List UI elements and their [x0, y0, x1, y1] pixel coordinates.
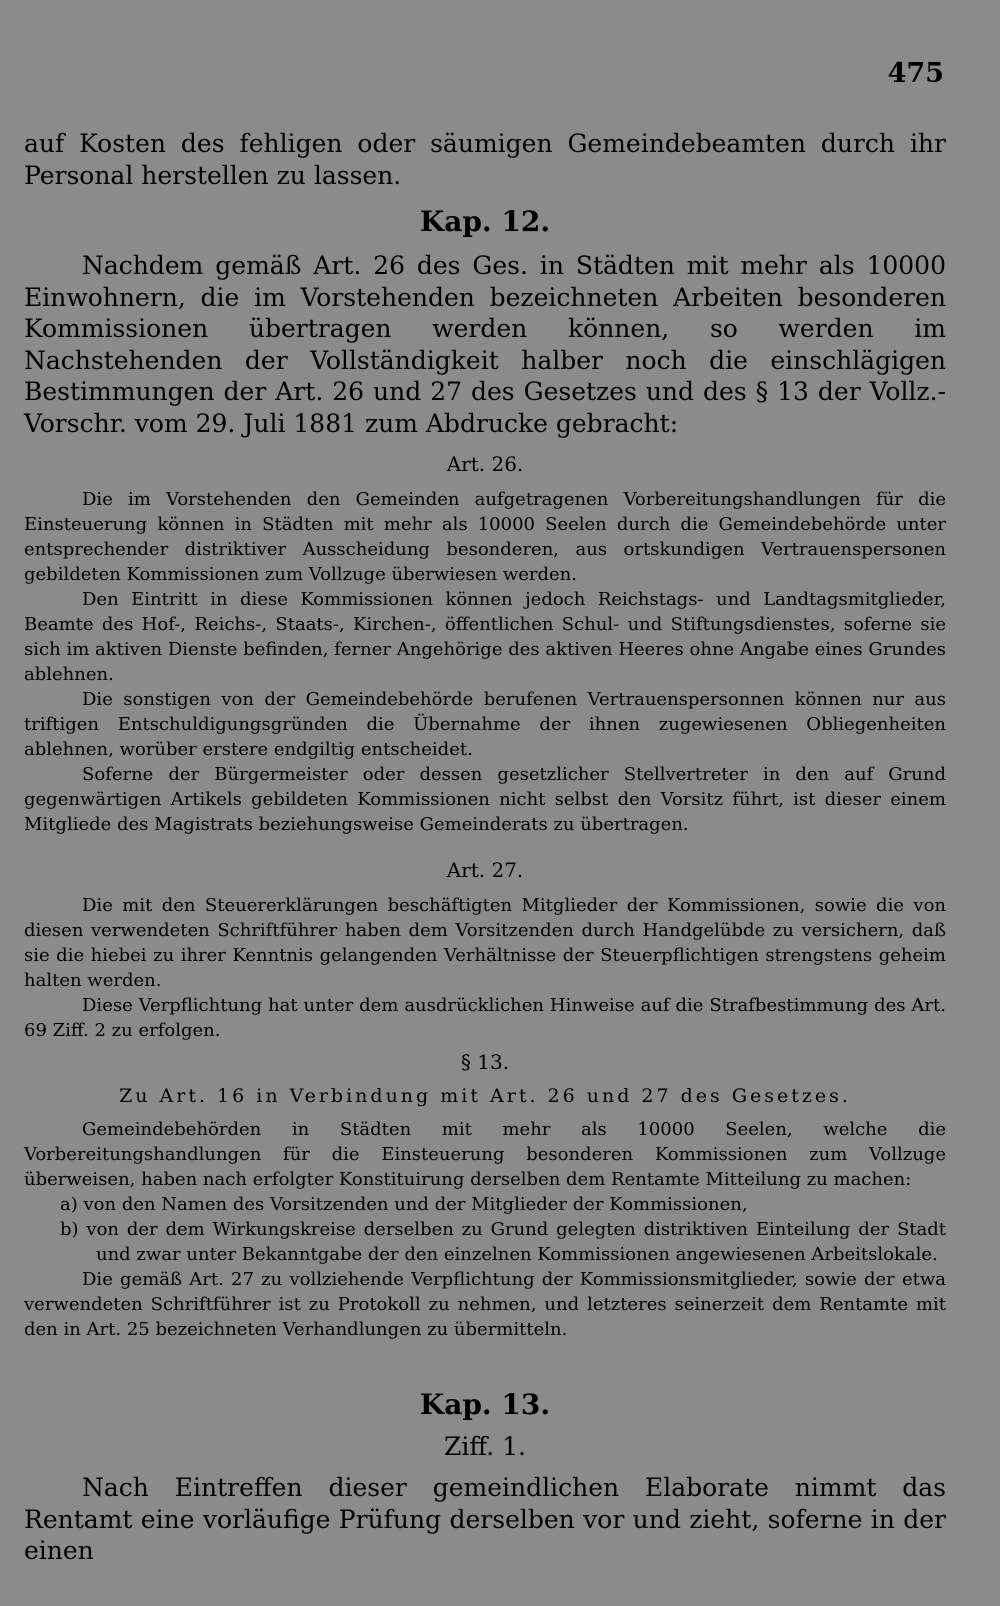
list-item	[24, 1192, 946, 1217]
paragraph-13-body	[24, 1117, 946, 1342]
list-item-marker: b)	[60, 1219, 79, 1240]
art-26-body	[24, 487, 946, 837]
list-item-text: von den Namen des Vorsitzenden und der Mitglieder der Kommissionen,	[83, 1194, 748, 1215]
paragraph-13-heading: § 13.	[460, 1050, 510, 1074]
chapter-12-intro-block	[24, 250, 946, 439]
chapter-12-intro: Nachdem gemäß Art. 26 des Ges. in Städten mit mehr als 10000 Einwohnern, die im Vorstehenden bezeichneten Arbeiten besonderen Kommissionen übertragen werden können, so werden im Nachstehenden der Vollständigkeit halber noch die einschlägigen Bestimmungen der Art. 26 und 27 des Gesetzes und des § 13 der Vollz.-Vorschr. vom 29. Juli 1881 zum Abdrucke gebracht:	[24, 251, 946, 438]
art-26-heading-block	[24, 452, 946, 476]
chapter-13-text: Nach Eintreffen dieser gemeindlichen Elaborate nimmt das Rentamt eine vorläufige Prüfung derselben vor und zieht, soferne in der einen	[24, 1473, 946, 1565]
art-27-paragraph-1: Die mit den Steuererklärungen beschäftigten Mitglieder der Kommissionen, sowie die von diesen verwendeten Schriftführer haben dem Vorsitzenden durch Handgelübde zu versichern, daß sie die hiebei zu ihrer Kenntnis gelangenden Verhältnisse der Steuerpflichtigen strengstens geheim halten werden.	[24, 895, 946, 991]
page-number: 475	[887, 58, 944, 89]
chapter-13-subheading: Ziff. 1.	[444, 1432, 526, 1461]
art-27-heading-block	[24, 858, 946, 882]
top-paragraph: auf Kosten des fehligen oder säumigen Gemeindebeamten durch ihr Personal herstellen zu lassen.	[24, 129, 946, 190]
art-27-paragraph-2: Diese Verpflichtung hat unter dem ausdrücklichen Hinweise auf die Strafbestimmung des Art. 69 Ziff. 2 zu erfolgen.	[24, 995, 946, 1041]
art-26-heading: Art. 26.	[446, 452, 524, 476]
art-27-body	[24, 893, 946, 1043]
chapter-12-heading: Kap. 12.	[419, 205, 551, 238]
list-item	[24, 1217, 946, 1267]
paragraph-13-heading-block	[24, 1050, 946, 1074]
chapter-13-heading: Kap. 13.	[419, 1388, 551, 1421]
chapter-13-subheading-block	[24, 1432, 946, 1461]
art-26-paragraph-2: Den Eintritt in diese Kommissionen können jedoch Reichstags- und Landtagsmitglieder, Beamte des Hof-, Reichs-, Staats-, Kirchen-, öffentlichen Schul- und Stiftungsdienstes, soferne sie sich im aktiven Dienste befinden, ferner Angehörige des aktiven Heeres ohne Angabe eines Grundes ablehnen.	[24, 589, 946, 685]
art-27-heading: Art. 27.	[446, 858, 524, 882]
art-26-paragraph-3: Die sonstigen von der Gemeindebehörde berufenen Vertrauenspersonnen können nur aus triftigen Entschuldigungsgründen die Übernahme der ihnen zugewiesenen Obliegenheiten ablehnen, worüber erstere endgiltig entscheidet.	[24, 689, 946, 760]
chapter-13-text-block	[24, 1472, 946, 1567]
list-item-text: von der dem Wirkungskreise derselben zu Grund gelegten distriktiven Einteilung der Stadt und zwar unter Bekanntgabe der den einzelnen Kommissionen angewiesenen Arbeitslokale.	[86, 1219, 946, 1265]
art-26-paragraph-1: Die im Vorstehenden den Gemeinden aufgetragenen Vorbereitungshandlungen für die Einsteuerung können in Städten mit mehr als 10000 Seelen durch die Gemeindebehörde unter entsprechender distriktiver Ausscheidung besonderen, aus ortskundigen Vertrauenspersonen gebildeten Kommissionen zum Vollzuge überwiesen werden.	[24, 489, 946, 585]
art-26-paragraph-4: Soferne der Bürgermeister oder dessen gesetzlicher Stellvertreter in den auf Grund gegenwärtigen Artikels gebildeten Kommissionen nicht selbst den Vorsitz führt, ist dieser einem Mitgliede des Magistrats beziehungsweise Gemeinderats zu übertragen.	[24, 764, 946, 835]
paragraph-13-closing: Die gemäß Art. 27 zu vollziehende Verpflichtung der Kommissionsmitglieder, sowie der etwa verwendeten Schriftführer ist zu Protokoll zu nehmen, und letzteres seinerzeit dem Rentamte mit den in Art. 25 bezeichneten Verhandlungen zu übermitteln.	[24, 1269, 946, 1340]
paragraph-13-intro: Gemeindebehörden in Städten mit mehr als 10000 Seelen, welche die Vorbereitungshandlungen für die Einsteuerung besonderen Kommissionen zum Vollzuge überweisen, haben nach erfolgter Konstituirung derselben dem Rentamte Mitteilung zu machen:	[24, 1119, 946, 1190]
paragraph-13-subheading-block	[24, 1085, 946, 1107]
chapter-13-heading-block	[24, 1388, 946, 1421]
top-paragraph-block	[24, 128, 946, 191]
paragraph-13-subheading: Zu Art. 16 in Verbindung mit Art. 26 und 27 des Gesetzes.	[119, 1085, 851, 1107]
list-item-marker: a)	[60, 1194, 78, 1215]
chapter-12-heading-block	[24, 205, 946, 238]
